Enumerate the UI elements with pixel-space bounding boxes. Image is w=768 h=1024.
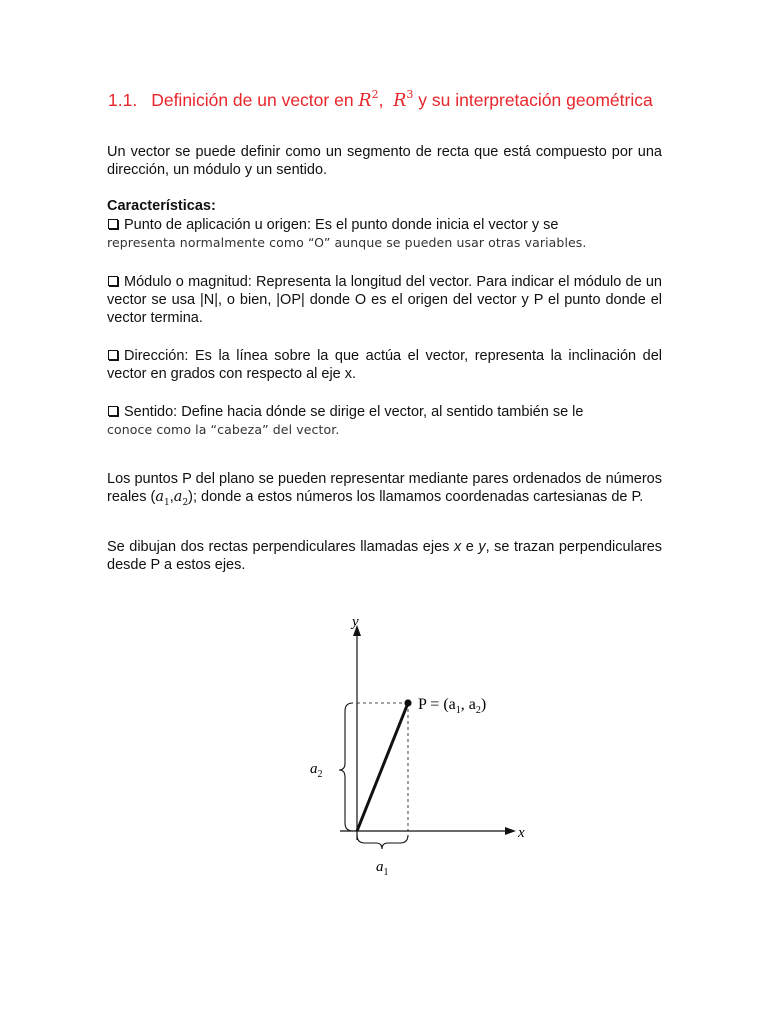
feature-sense-line1: Sentido: Define hacia dónde se dirige el vector, al sentido también se le: [124, 404, 584, 420]
y-axis-label: y: [352, 614, 359, 630]
section-number: 1.1.: [108, 89, 138, 110]
intro-paragraph: Un vector se puede definir como un segmento de recta que está compuesto por una dirección, un módulo y un sentido.: [107, 144, 662, 178]
x-axis-arrow-icon: [505, 827, 516, 835]
vector-diagram: [300, 605, 540, 895]
feature-direction-text: Dirección: Es la línea sobre la que actúa el vector, representa la inclinación del vector en grados con respecto al eje x.: [107, 348, 662, 382]
feature-sense: [107, 403, 662, 439]
a2-brace: [339, 703, 353, 831]
math-a1: $a_1$: [155, 489, 170, 508]
x-axis-label: x: [518, 825, 525, 841]
heading-text-after: y su interpretación geométrica: [413, 89, 653, 110]
feature-origin-line2: representa normalmente como “O” aunque se pueden usar otras variables.: [107, 235, 587, 250]
feature-origin: [107, 216, 662, 252]
heading-math-r3: $R^3$: [393, 88, 414, 111]
a2-label: $a_2$: [310, 761, 323, 780]
heading-math-r2: $R^2$: [358, 88, 379, 111]
section-heading: [108, 89, 708, 111]
checkbox-bullet-icon: [108, 276, 118, 286]
features-label: Características:: [107, 198, 216, 214]
a1-label: $a_1$: [376, 859, 389, 878]
point-p: [404, 699, 411, 706]
vector-op: [357, 703, 408, 831]
checkbox-bullet-icon: [108, 219, 118, 229]
heading-text-before: Definición de un vector en: [151, 89, 359, 110]
feature-module-text: Módulo o magnitud: Representa la longitud del vector. Para indicar el módulo de un vector se usa |N|, o bien, |OP| donde O es el origen del vector y P el punto donde el vector termina.: [107, 274, 662, 326]
checkbox-bullet-icon: [108, 406, 118, 416]
axes-paragraph: Se dibujan dos rectas perpendiculares llamadas ejes x e y, se trazan perpendiculares desde P a estos ejes.: [107, 539, 663, 573]
feature-sense-line2: conoce como la “cabeza” del vector.: [107, 422, 340, 437]
a1-brace: [357, 835, 408, 849]
feature-origin-line1: Punto de aplicación u origen: Es el punto donde inicia el vector y se: [124, 217, 559, 233]
heading-separator: ,: [378, 89, 384, 110]
math-a2: $a_2$: [173, 489, 189, 508]
points-paragraph: Los puntos P del plano se pueden representar mediante pares ordenados de números reales $(a_1,a_2)$; donde a estos números los llamamos coordenadas cartesianas de P.: [107, 471, 662, 508]
feature-module: [107, 273, 662, 327]
point-p-label: $P = (a_1$, $a_2$): [418, 696, 487, 716]
feature-direction: [107, 347, 662, 383]
checkbox-bullet-icon: [108, 350, 118, 360]
